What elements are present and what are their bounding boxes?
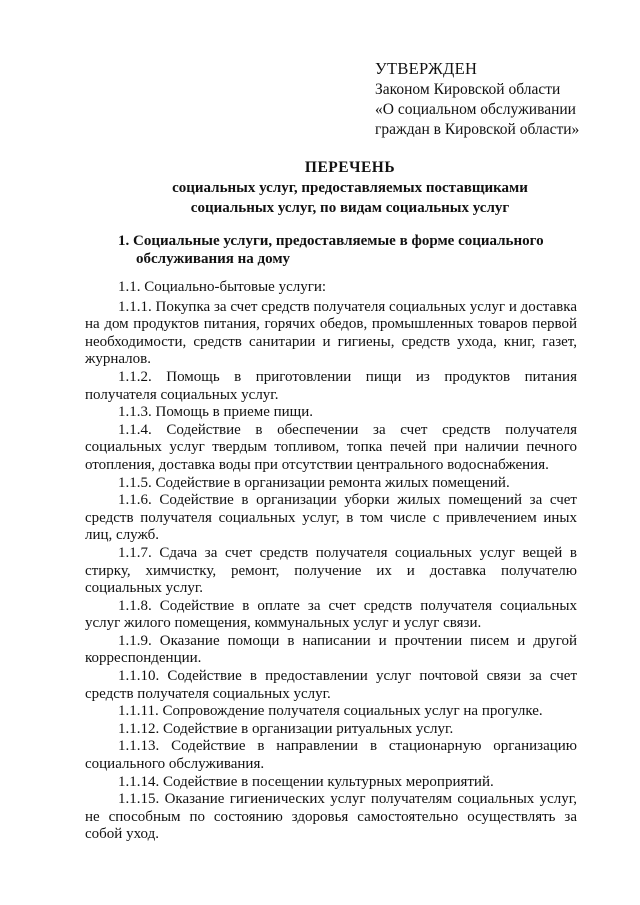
list-item: 1.1.12. Содействие в организации ритуальных услуг. <box>118 720 454 737</box>
title-line: социальных услуг, по видам социальных услуг <box>190 200 510 216</box>
approval-line: граждан в Кировской области» <box>375 121 580 138</box>
title-main: ПЕРЕЧЕНЬ <box>304 159 396 176</box>
document-title <box>80 158 620 218</box>
list-item: 1.1.11. Сопровождение получателя социальных услуг на прогулке. <box>118 703 543 720</box>
list-item: 1.1.5. Содействие в организации ремонта жилых помещений. <box>118 474 510 491</box>
subsection-heading: 1.1. Социально-бытовые услуги: <box>118 279 327 295</box>
approval-line: Законом Кировской области <box>375 81 561 98</box>
section-body <box>85 279 577 844</box>
list-item: 1.1.1. Покупка за счет средств получателя социальных услуг и доставка на дом продуктов питания, горячих обедов, промышленных товаров первой необходимости, средств санитарии и гигиены, средств ухода, книг, газет, журналов. <box>85 298 577 368</box>
list-item: 1.1.3. Помощь в приеме пищи. <box>118 404 314 421</box>
approval-line: «О социальном обслуживании <box>375 101 576 118</box>
approval-heading: УТВЕРЖДЕН <box>375 59 478 78</box>
list-item: 1.1.14. Содействие в посещении культурных мероприятий. <box>118 773 494 790</box>
list-item: 1.1.10. Содействие в предоставлении услуг почтовой связи за счет средств получателя социальных услуг. <box>85 668 577 702</box>
section-heading: 1. Социальные услуги, предоставляемые в форме социального обслуживания на дому <box>118 233 544 267</box>
list-item: 1.1.13. Содействие в направлении в стационарную организацию социального обслуживания. <box>85 738 577 773</box>
list-item: 1.1.9. Оказание помощи в написании и прочтении писем и другой корреспонденции. <box>85 632 577 667</box>
list-item: 1.1.2. Помощь в приготовлении пищи из продуктов питания получателя социальных услуг. <box>85 368 577 403</box>
list-item: 1.1.7. Сдача за счет средств получателя социальных услуг вещей в стирку, химчистку, ремонт, получение их и доставка получателю социальных услуг. <box>85 544 577 597</box>
list-item: 1.1.15. Оказание гигиенических услуг получателям социальных услуг, не способным по состоянию здоровья самостоятельно осуществлять за собой уход. <box>85 791 577 843</box>
title-line: социальных услуг, предоставляемых поставщиками <box>172 180 528 196</box>
list-item: 1.1.4. Содействие в обеспечении за счет средств получателя социальных услуг твердым топливом, топка печей при наличии печного отопления, доставка воды при отсутствии центрального водоснабжения. <box>85 421 577 473</box>
list-item: 1.1.6. Содействие в организации уборки жилых помещений за счет средств получателя социальных услуг, в том числе с привлечением иных лиц, служб. <box>85 492 577 544</box>
approval-block <box>375 59 579 140</box>
list-item: 1.1.8. Содействие в оплате за счет средств получателя социальных услуг жилого помещения, коммунальных услуг и услуг связи. <box>85 597 577 632</box>
